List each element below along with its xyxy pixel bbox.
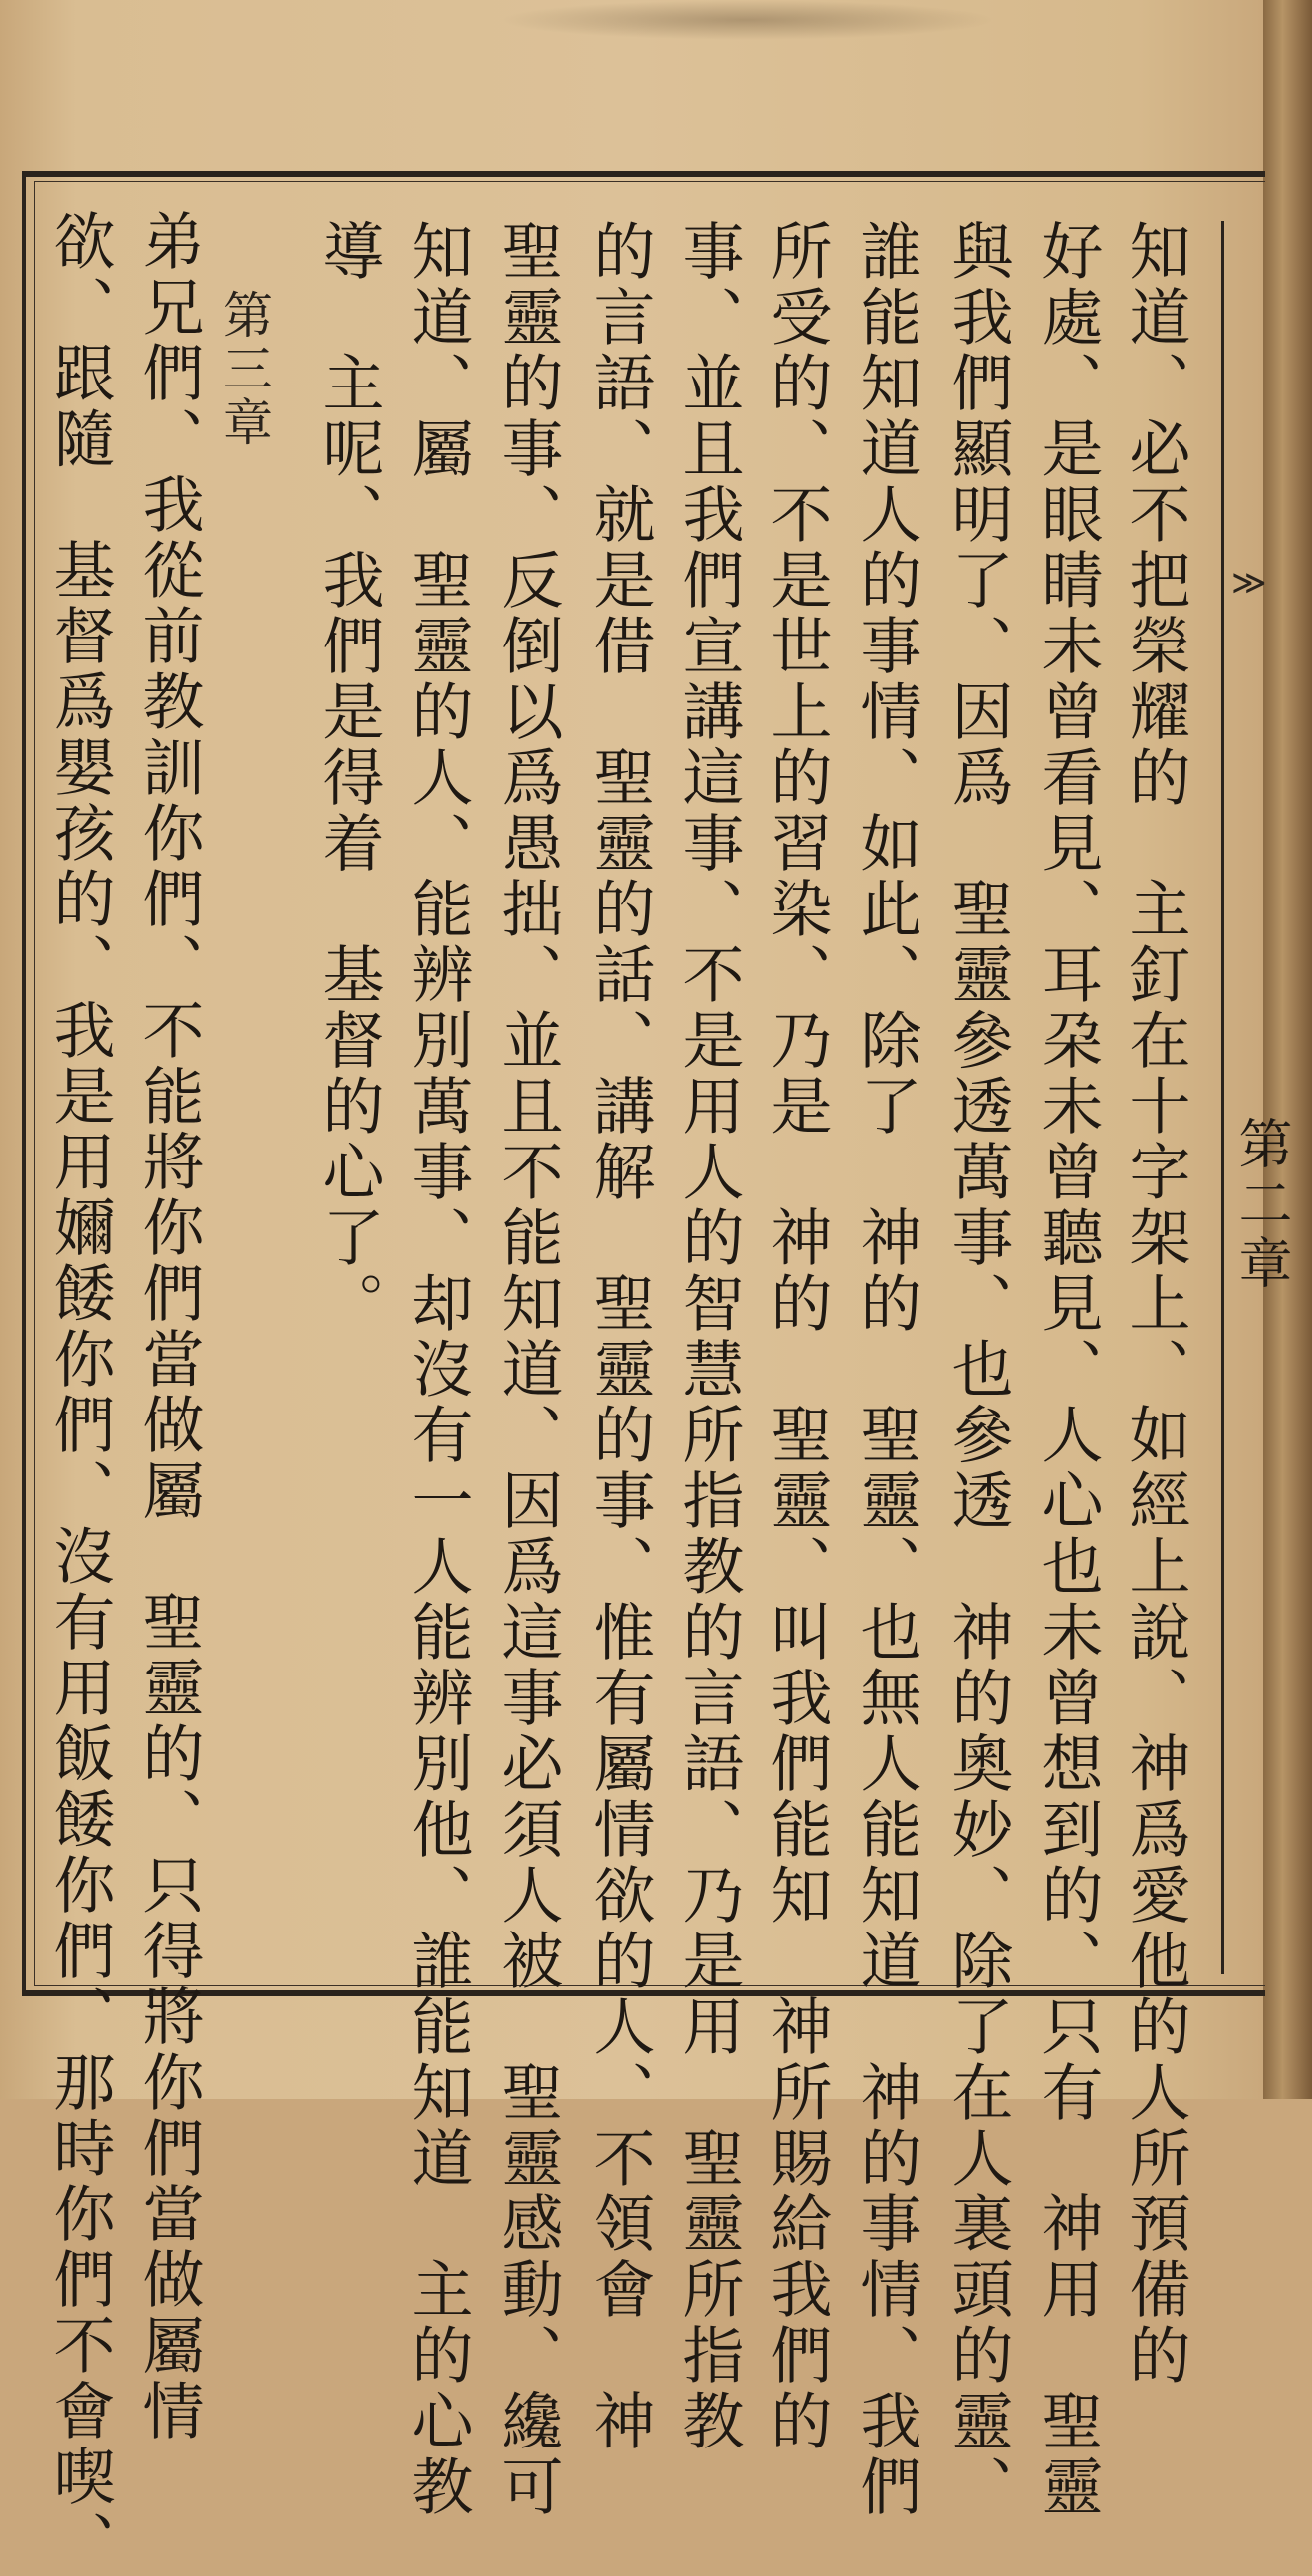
- text-column: 與我們顯明了、因爲 聖靈參透萬事、也參透 神的奧妙、除了在人裏頭的靈、: [941, 219, 1014, 2520]
- text-column: 好處、是眼睛未曾看見、耳朶未曾聽見、人心也未曾想到的、只有 神用 聖靈: [1031, 219, 1104, 2520]
- text-column: 所受的、不是世上的習染、乃是 神的 聖靈、叫我們能知 神所賜給我們的: [760, 219, 833, 2454]
- text-column: 聖靈的事、反倒以爲愚拙、並且不能知道、因爲這事必須人被 聖靈感動、纔可: [491, 219, 564, 2520]
- margin-rule: [1221, 221, 1224, 1974]
- text-column: 知道、必不把榮耀的 主釘在十字架上、如經上說、神爲愛他的人所預備的: [1119, 219, 1191, 2389]
- text-column: 欲、跟隨 基督爲嬰孩的、我是用嬭餧你們、沒有用飯餧你們、那時你們不會喫、: [43, 209, 116, 2576]
- text-column: 事、並且我們宣講這事、不是用人的智慧所指教的言語、乃是用 聖靈所指教: [672, 219, 745, 2454]
- page-shadow: [498, 0, 996, 40]
- text-column: 誰能知道人的事情、如此、除了 神的 聖靈、也無人能知道 神的事情、我們: [850, 219, 922, 2520]
- text-column: 導 主呢、我們是得着 基督的心了。: [312, 219, 385, 1337]
- book-spine: [1263, 0, 1312, 2099]
- text-column: 知道、屬 聖靈的人、能辨別萬事、却沒有一人能辨別他、誰能知道 主的心教: [401, 219, 474, 2520]
- ornament-mark: ≫: [1231, 563, 1267, 603]
- text-column: 的言語、就是借 聖靈的話、講解 聖靈的事、惟有屬情欲的人、不領會 神: [583, 219, 656, 2454]
- chapter-title: 第三章: [215, 289, 273, 450]
- running-header: 第二章: [1230, 1116, 1293, 1295]
- text-column: 弟兄們、我從前教訓你們、不能將你們當做屬 聖靈的、只得將你們當做屬情: [132, 209, 205, 2445]
